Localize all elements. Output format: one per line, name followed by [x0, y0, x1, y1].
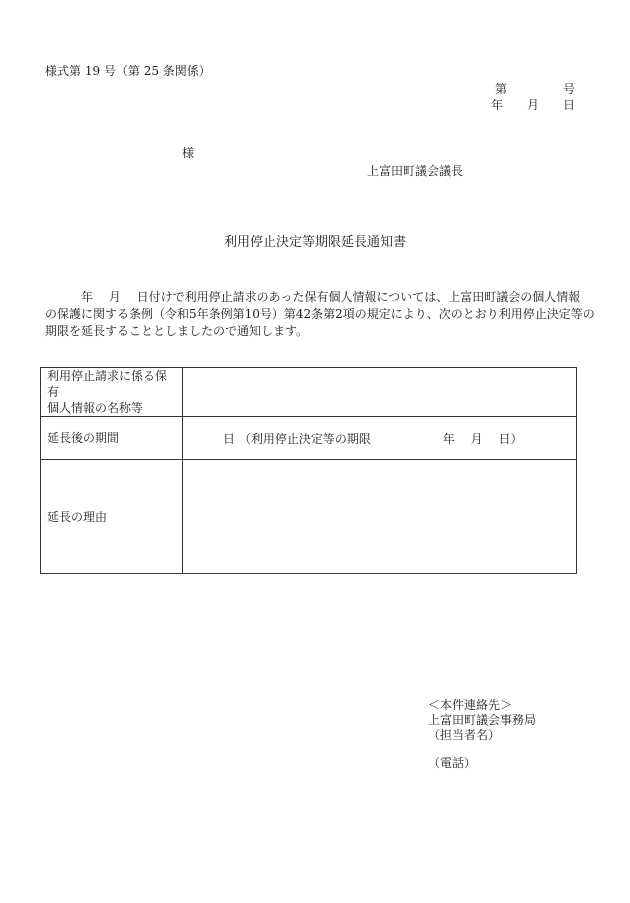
table-row	[41, 368, 577, 417]
contact-block	[428, 698, 536, 743]
row-label-info-name	[41, 368, 183, 417]
info-table	[40, 367, 577, 574]
document-date	[491, 96, 575, 113]
body-line: 期限を延長することとしましたので通知します。	[45, 324, 309, 338]
body-text	[45, 289, 595, 340]
row-value-reason	[183, 460, 577, 574]
row-label-reason: 延長の理由	[41, 460, 183, 574]
document-number-prefix: 第	[494, 82, 507, 96]
document-number	[495, 80, 575, 97]
row-label-line: 個人情報の名称等	[47, 401, 144, 415]
document-number-suffix: 号	[562, 82, 575, 96]
row-value-info-name	[183, 368, 577, 417]
date-year: 年	[490, 98, 503, 112]
contact-heading: ＜本件連絡先＞	[428, 698, 513, 712]
row-label-extended-period: 延長後の期間	[41, 417, 183, 460]
addressee: 様	[182, 146, 195, 160]
contact-phone: （電話）	[428, 756, 477, 770]
contact-person: （担当者名）	[428, 728, 501, 742]
contact-office: 上富田町議会事務局	[428, 713, 537, 727]
form-number: 様式第 19 号（第 25 条関係）	[45, 64, 211, 78]
row-label-line: 利用停止請求に係る保有	[47, 369, 168, 399]
body-line: 年 月 日付けで利用停止請求のあった保有個人情報については、上富田町議会の個人情報	[45, 290, 581, 304]
document-title: 利用停止決定等期限延長通知書	[223, 235, 406, 250]
table-row	[41, 460, 577, 574]
table-row	[41, 417, 577, 460]
sender: 上富田町議会議長	[367, 164, 464, 178]
row-value-extended-period: 日 （利用停止決定等の期限 年 月 日）	[183, 417, 577, 460]
date-day: 日	[562, 98, 575, 112]
date-month: 月	[526, 98, 539, 112]
body-line: の保護に関する条例（令和5年条例第10号）第42条第2項の規定により、次のとおり利用停止決定等の	[45, 307, 595, 321]
